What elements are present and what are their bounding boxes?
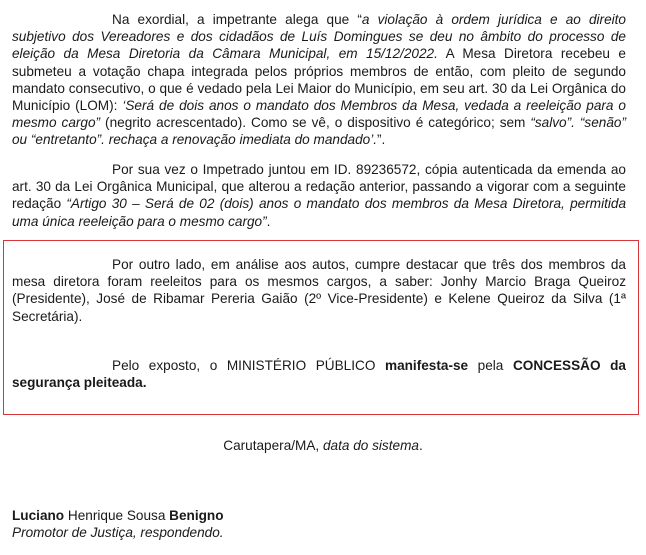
signature-last-name: Benigno bbox=[169, 508, 224, 523]
signature-block bbox=[12, 507, 224, 541]
place-city: Carutapera/MA, bbox=[223, 438, 323, 453]
place-date: data do sistema bbox=[322, 438, 419, 453]
signature-name bbox=[12, 507, 224, 524]
p1-quote-1: a violação à ordem jurídica e ao direito subjetivo dos Vereadores e dos cidadãos de Luís Domingues se deu no âmbito do processo de eleição da Mesa Diretoria da Câmara Municipal, em 15/12/2022. bbox=[12, 12, 626, 62]
p1-quote-2: ‘Será de dois anos o mandato dos Membros da Mesa, vedada a reeleição para o mesmo cargo” bbox=[12, 98, 626, 131]
p1-quote-3: “salvo”. “senão” ou “entretanto”. rechaça a renovação imediata do mandado’. bbox=[12, 115, 626, 148]
paragraph-conclusao bbox=[12, 357, 626, 391]
p1-tail: ”. bbox=[377, 132, 386, 148]
p1-lead: Na exordial, a impetrante alega que “ bbox=[112, 12, 362, 27]
signature-first-name: Luciano bbox=[12, 508, 65, 523]
paragraph-exordial bbox=[12, 11, 626, 149]
p1-text-2: (negrito acrescentado). Como se vê, o dispositivo é categórico; sem bbox=[100, 115, 531, 131]
p4-lead: Pelo exposto, o MINISTÉRIO PÚBLICO bbox=[112, 358, 385, 373]
p4-bold-manifesta: manifesta-se bbox=[384, 358, 469, 373]
p1-text-1: A Mesa Diretora recebeu e submeteu a votação chapa integrada pelos próprios membros de então, com pleito de segundo mandato consecutivo, o que é vedado pela Lei Maior do Município, em seu art. 30 da Lei Orgânica do Município (LOM): bbox=[12, 46, 626, 114]
signature-middle-name: Henrique Sousa bbox=[64, 508, 170, 523]
signature-role: Promotor de Justiça, respondendo. bbox=[12, 525, 224, 541]
place-end: . bbox=[418, 438, 423, 453]
p2-tail: . bbox=[266, 213, 271, 229]
p4-bold-concessao: CONCESSÃO da segurança pleiteada. bbox=[12, 358, 626, 391]
p2-text: Por sua vez o Impetrado juntou em ID. 89236572, cópia autenticada da emenda ao art. 30 da Lei Orgânica Municipal, que alterou a redação anterior, passando a vigorar com a seguinte redação bbox=[12, 162, 626, 212]
paragraph-reeleitos: Por outro lado, em análise aos autos, cumpre destacar que três dos membros da mesa diretora foram reeleitos para os mesmos cargos, a saber: Jonhy Marcio Braga Queiroz (Presidente), José de Ribamar Pereria Gaião (2º Vice-Presidente) e Kelene Queiroz da Silva (1ª Secretária). bbox=[12, 257, 626, 324]
paragraph-impetrado bbox=[12, 161, 626, 230]
p2-quote: “Artigo 30 – Será de 02 (dois) anos o mandato dos membros da Mesa Diretora, permitida uma única reeleição para o mesmo cargo” bbox=[12, 196, 627, 229]
p4-mid: pela bbox=[468, 358, 513, 373]
place-date-line bbox=[0, 437, 646, 454]
